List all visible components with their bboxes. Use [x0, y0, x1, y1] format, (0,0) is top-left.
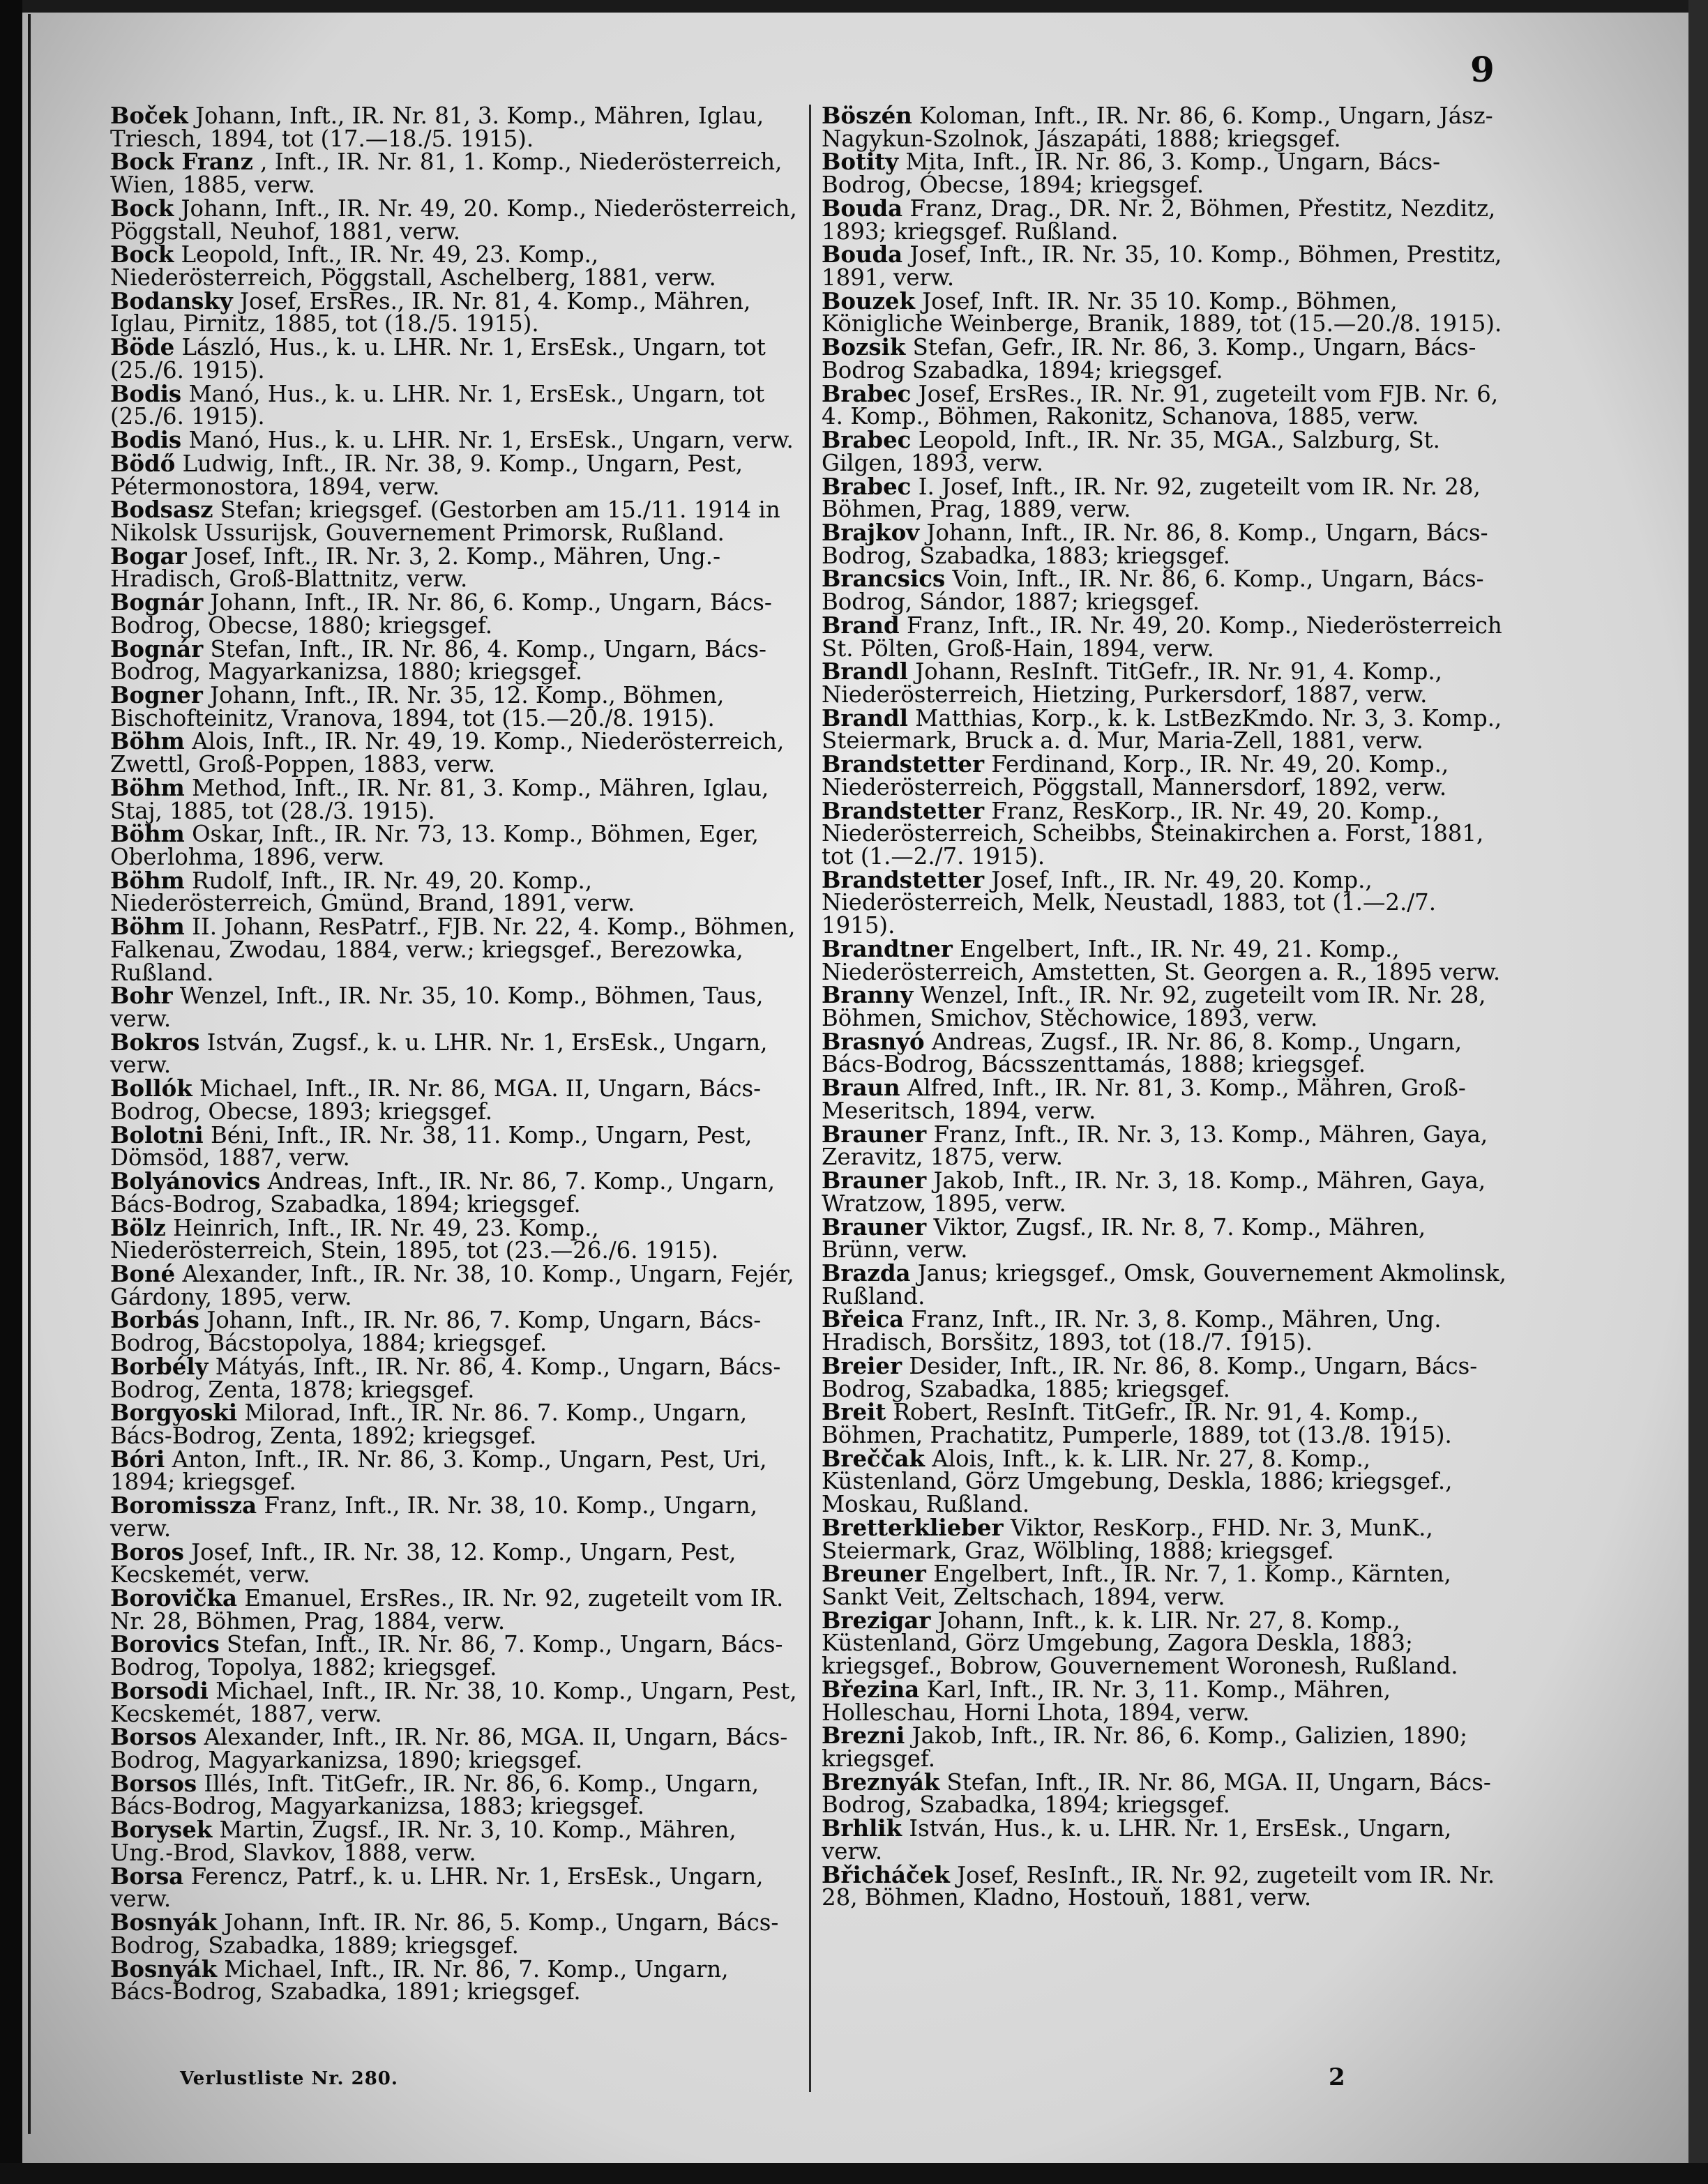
entry-surname: Boromissza [110, 1492, 257, 1519]
list-entry [822, 1169, 1509, 1215]
entry-surname: Borbély [110, 1353, 209, 1380]
page-number: 9 [1470, 49, 1495, 90]
list-entry [110, 105, 797, 150]
entry-surname: Brandstetter [822, 797, 985, 824]
entry-surname: Breččak [822, 1445, 925, 1472]
entry-surname: Brand [822, 612, 900, 639]
entry-surname: Brauner [822, 1167, 927, 1195]
entry-surname: Branny [822, 982, 914, 1009]
entry-details: Viktor, Zugsf., IR. Nr. 8, 7. Komp., Mähren, Brünn, verw. [822, 1213, 1426, 1264]
entry-details: Method, Inft., IR. Nr. 81, 3. Komp., Mähren, Iglau, Staj, 1885, tot (28./3. 1915). [110, 774, 769, 824]
entry-surname: Bock [110, 241, 174, 268]
list-entry [110, 545, 797, 591]
list-entry [822, 1401, 1509, 1446]
entry-surname: Brajkov [822, 519, 920, 546]
entry-surname: Brezigar [822, 1607, 931, 1634]
entry-details: Anton, Inft., IR. Nr. 86, 3. Komp., Ungarn, Pest, Uri, 1894; kriegsgef. [110, 1446, 767, 1496]
entry-surname: Brabec [822, 427, 912, 454]
list-entry [110, 1077, 797, 1123]
entry-surname: Bodansky [110, 287, 233, 314]
list-entry [822, 660, 1509, 706]
list-entry [110, 1448, 797, 1494]
list-entry [110, 823, 797, 868]
entry-details: Johann, Inft., IR. Nr. 86, 8. Komp., Ungarn, Bács-Bodrog, Szabadka, 1883; kriegsgef. [822, 519, 1488, 569]
left-column [110, 105, 797, 2004]
entry-details: Milorad, Inft., IR. Nr. 86. 7. Komp., Ungarn, Bács-Bodrog, Zenta, 1892; kriegsgef. [110, 1400, 748, 1449]
entry-surname: Bouzek [822, 287, 915, 314]
entry-surname: Bouda [822, 241, 903, 268]
entry-details: Johann, Inft., IR. Nr. 86, 6. Komp., Ungarn, Bács-Bodrog, Obecse, 1880; kriegsgef. [110, 589, 772, 639]
column-divider [809, 105, 811, 2092]
entry-surname: Borsa [110, 1863, 184, 1890]
list-entry [822, 1817, 1509, 1863]
entry-surname: Borgyoski [110, 1400, 238, 1427]
entry-details: Josef, Inft., IR. Nr. 49, 20. Komp., Niederösterreich, Melk, Neustadl, 1883, tot (1.—2./7. 1915). [822, 866, 1437, 939]
entry-details: Leopold, Inft., IR. Nr. 35, MGA., Salzburg, St. Gilgen, 1893, verw. [822, 427, 1440, 476]
entry-surname: Brhlik [822, 1815, 902, 1842]
list-entry [822, 519, 1509, 569]
entry-surname: Bodis [110, 380, 182, 407]
entry-details: Josef, Inft. IR. Nr. 35 10. Komp., Böhmen, Königliche Weinberge, Branik, 1889, tot (15.—20./8. 1915). [822, 287, 1502, 338]
list-entry [110, 1353, 797, 1403]
entry-surname: Borovička [110, 1585, 237, 1612]
entry-details: Mátyás, Inft., IR. Nr. 86, 4. Komp., Ungarn, Bács-Bodrog, Zenta, 1878; kriegsgef. [110, 1353, 781, 1403]
list-entry [822, 1028, 1509, 1078]
entry-details: Franz, Inft., IR. Nr. 38, 10. Komp., Ungarn, verw. [110, 1492, 757, 1542]
entry-details: Jakob, Inft., IR. Nr. 86, 6. Komp., Galizien, 1890; kriegsgef. [822, 1722, 1468, 1773]
entry-details: Manó, Hus., k. u. LHR. Nr. 1, ErsEsk., Ungarn, tot (25./6. 1915). [110, 380, 765, 430]
entry-details: Franz, Inft., IR. Nr. 49, 20. Komp., Niederösterreich St. Pölten, Groß-Hain, 1894, verw. [822, 612, 1502, 662]
scan-border-top [0, 0, 1708, 13]
entry-details: Jakob, Inft., IR. Nr. 3, 18. Komp., Mähren, Gaya, Wratzow, 1895, verw. [822, 1167, 1486, 1217]
scan-border-left [0, 0, 22, 2184]
scan-border-right [1688, 0, 1708, 2184]
entry-details: Josef, Inft., IR. Nr. 38, 12. Komp., Ungarn, Pest, Kecskemét, verw. [110, 1538, 736, 1588]
entry-surname: Březina [822, 1676, 920, 1703]
list-entry [110, 1724, 797, 1774]
entry-details: Béni, Inft., IR. Nr. 38, 11. Komp., Ungarn, Pest, Dömsöd, 1887, verw. [110, 1121, 753, 1171]
list-entry [110, 1865, 797, 1911]
entry-details: Koloman, Inft., IR. Nr. 86, 6. Komp., Ungarn, Jász-Nagykun-Szolnok, Jászapáti, 1888; kriegsgef. [822, 103, 1493, 152]
list-entry [110, 1677, 797, 1727]
list-entry [110, 728, 797, 778]
entry-details: Ferdinand, Korp., IR. Nr. 49, 20. Komp., Niederösterreich, Pöggstall, Mannersdorf, 1892, verw. [822, 751, 1449, 801]
list-entry [110, 1260, 797, 1310]
list-entry [110, 1402, 797, 1447]
entry-details: Michael, Inft., IR. Nr. 86, 7. Komp., Ungarn, Bács-Bodrog, Szabadka, 1891; kriegsgef. [110, 1955, 729, 2005]
entry-details: István, Hus., k. u. LHR. Nr. 1, ErsEsk., Ungarn, verw. [822, 1815, 1452, 1865]
entry-surname: Bognár [110, 589, 204, 616]
list-entry [110, 1031, 797, 1077]
entry-details: Wenzel, Inft., IR. Nr. 92, zugeteilt vom IR. Nr. 28, Böhmen, Smichov, Stěchowice, 1893, verw. [822, 982, 1486, 1032]
list-entry [822, 704, 1509, 754]
list-entry [110, 429, 797, 452]
entry-surname: Böhm [110, 913, 185, 941]
entry-surname: Bohr [110, 983, 173, 1010]
entry-details: Matthias, Korp., k. k. LstBezKmdo. Nr. 3, 3. Komp., Steiermark, Bruck a. d. Mur, Maria-Zell, 1881, verw. [822, 704, 1502, 754]
entry-surname: Böde [110, 334, 175, 361]
entry-details: Andreas, Zugsf., IR. Nr. 86, 8. Komp., Ungarn, Bács-Bodrog, Bácsszenttamás, 1888; kriegsgef. [822, 1028, 1463, 1078]
entry-surname: Brabec [822, 380, 912, 407]
list-entry [822, 1213, 1509, 1264]
entry-details: László, Hus., k. u. LHR. Nr. 1, ErsEsk., Ungarn, tot (25./6. 1915). [110, 334, 766, 384]
page-edge-rule [28, 14, 31, 2134]
entry-details: Johann, Inft., IR. Nr. 35, 12. Komp., Böhmen, Bischofteinitz, Vranova, 1894, tot (15.—20./8. 1915). [110, 681, 725, 731]
entry-details: Alois, Inft., k. k. LIR. Nr. 27, 8. Komp., Küstenland, Görz Umgebung, Deskla, 1886; kriegsgef., Moskau, Rußland. [822, 1445, 1453, 1518]
list-entry [822, 287, 1509, 338]
entry-surname: Breit [822, 1399, 886, 1426]
list-entry [110, 983, 797, 1033]
entry-details: Alois, Inft., IR. Nr. 49, 19. Komp., Niederösterreich, Zwettl, Groß-Poppen, 1883, verw. [110, 728, 785, 778]
list-entry [822, 1123, 1509, 1169]
entry-surname: Boček [110, 103, 188, 129]
entry-surname: Brazda [822, 1259, 911, 1287]
entry-details: Josef, Inft., IR. Nr. 35, 10. Komp., Böhmen, Prestitz, 1891, verw. [822, 241, 1502, 291]
list-entry [822, 334, 1509, 384]
entry-surname: Bolotni [110, 1121, 204, 1148]
list-entry [110, 1955, 797, 2005]
entry-surname: Bolyánovics [110, 1168, 261, 1195]
list-entry [822, 105, 1509, 150]
entry-surname: Bouda [822, 195, 903, 222]
list-entry [110, 1585, 797, 1635]
list-entry [110, 1538, 797, 1588]
list-entry [822, 1259, 1509, 1310]
entry-details: Leopold, Inft., IR. Nr. 49, 23. Komp., Niederösterreich, Pöggstall, Aschelberg, 1881, verw. [110, 241, 716, 291]
list-entry [110, 774, 797, 824]
entry-surname: Brauner [822, 1213, 927, 1241]
entry-surname: Brasnyó [822, 1028, 925, 1055]
list-entry [110, 1631, 797, 1681]
entry-details: Franz, Inft., IR. Nr. 3, 8. Komp., Mähren, Ung. Hradisch, Borsšitz, 1893, tot (18./7. 1915). [822, 1306, 1442, 1356]
entry-details: Alfred, Inft., IR. Nr. 81, 3. Komp., Mähren, Groß-Meseritsch, 1894, verw. [822, 1075, 1466, 1124]
list-entry [822, 473, 1509, 523]
entry-details: , Inft., IR. Nr. 81, 1. Komp., Niederösterreich, Wien, 1885, verw. [110, 149, 783, 199]
list-entry [822, 1352, 1509, 1402]
list-entry [110, 496, 797, 546]
entry-surname: Bokros [110, 1029, 200, 1056]
list-entry [822, 866, 1509, 939]
list-entry [110, 450, 797, 500]
entry-details: Johann, Inft., k. k. LIR. Nr. 27, 8. Komp., Küstenland, Görz Umgebung, Zagora Deskla, 1883; kriegsgef., Bobrow, Gouvernement Woronesh, Rußland. [822, 1607, 1458, 1680]
entry-details: Michael, Inft., IR. Nr. 86, MGA. II, Ungarn, Bács-Bodrog, Obecse, 1893; kriegsgef. [110, 1075, 762, 1125]
list-entry [110, 1214, 797, 1264]
list-entry [822, 1445, 1509, 1518]
entry-details: Rudolf, Inft., IR. Nr. 49, 20. Komp., Niederösterreich, Gmünd, Brand, 1891, verw. [110, 867, 635, 917]
entry-details: Johann, Inft. IR. Nr. 86, 5. Komp., Ungarn, Bács-Bodrog, Szabadka, 1889; kriegsgef. [110, 1909, 779, 1959]
entry-surname: Bosnyák [110, 1909, 218, 1936]
entry-surname: Böhm [110, 867, 185, 894]
entry-surname: Boné [110, 1260, 176, 1287]
entry-details: Ferencz, Patrf., k. u. LHR. Nr. 1, ErsEsk., Ungarn, verw. [110, 1863, 764, 1913]
entry-details: Franz, Inft., IR. Nr. 3, 13. Komp., Mähren, Gaya, Zeravitz, 1875, verw. [822, 1121, 1488, 1171]
entry-details: Illés, Inft. TitGefr., IR. Nr. 86, 6. Komp., Ungarn, Bács-Bodrog, Magyarkanizsa, 1883; kriegsgef. [110, 1770, 759, 1820]
entry-surname: Bock Franz [110, 149, 253, 176]
entry-details: Michael, Inft., IR. Nr. 38, 10. Komp., Ungarn, Pest, Kecskemét, 1887, verw. [110, 1677, 797, 1727]
list-entry [110, 591, 797, 637]
entry-details: Karl, Inft., IR. Nr. 3, 11. Komp., Mähren, Holleschau, Horni Lhota, 1894, verw. [822, 1676, 1391, 1726]
entry-details: Manó, Hus., k. u. LHR. Nr. 1, ErsEsk., Ungarn, verw. [188, 427, 794, 454]
entry-surname: Brabec [822, 473, 912, 500]
entry-surname: Brandtner [822, 935, 953, 962]
entry-surname: Böszén [822, 103, 912, 129]
entry-details: Ludwig, Inft., IR. Nr. 38, 9. Komp., Ungarn, Pest, Pétermonostora, 1894, verw. [110, 450, 743, 500]
list-entry [110, 197, 797, 243]
entry-details: Martin, Zugsf., IR. Nr. 3, 10. Komp., Mähren, Ung.-Brod, Slavkov, 1888, verw. [110, 1817, 736, 1866]
entry-details: Wenzel, Inft., IR. Nr. 35, 10. Komp., Böhmen, Taus, verw. [110, 983, 764, 1033]
footer-issue-label: Verlustliste Nr. 280. [180, 2068, 398, 2089]
list-entry [110, 1168, 797, 1218]
entry-surname: Brandl [822, 658, 908, 685]
entry-details: Josef, ResInft., IR. Nr. 92, zugeteilt vom IR. Nr. 28, Böhmen, Kladno, Hostouň, 1881, verw. [822, 1861, 1495, 1911]
list-entry [110, 635, 797, 685]
entry-surname: Borysek [110, 1817, 213, 1844]
entry-surname: Bock [110, 195, 174, 222]
list-entry [822, 751, 1509, 801]
list-entry [822, 1563, 1509, 1608]
list-entry [822, 1514, 1509, 1564]
list-entry [110, 287, 797, 338]
entry-details: Janus; kriegsgef., Omsk, Gouvernement Akmolinsk, Rußland. [822, 1259, 1506, 1310]
entry-details: Stefan, Inft., IR. Nr. 86, 7. Komp., Ungarn, Bács-Bodrog, Topolya, 1882; kriegsgef. [110, 1631, 783, 1681]
list-entry [822, 1722, 1509, 1773]
list-entry [822, 614, 1509, 660]
entry-details: Alexander, Inft., IR. Nr. 86, MGA. II, Ungarn, Bács-Bodrog, Magyarkanizsa, 1890; kriegsgef. [110, 1724, 788, 1774]
entry-details: Josef, ErsRes., IR. Nr. 81, 4. Komp., Mähren, Iglau, Pirnitz, 1885, tot (18./5. 1915). [110, 287, 751, 338]
list-entry [822, 1678, 1509, 1724]
list-entry [110, 913, 797, 986]
list-entry [822, 149, 1509, 199]
entry-surname: Bognár [110, 635, 204, 662]
entry-surname: Bogner [110, 681, 203, 708]
footer-signature-mark: 2 [1329, 2063, 1345, 2091]
entry-surname: Borsos [110, 1770, 197, 1797]
entry-surname: Bodsasz [110, 496, 213, 524]
entry-details: Engelbert, Inft., IR. Nr. 49, 21. Komp., Niederösterreich, Amstetten, St. Georgen a. R., 1895 verw. [822, 935, 1501, 985]
entry-details: Franz, ResKorp., IR. Nr. 49, 20. Komp., Niederösterreich, Scheibbs, Steinakirchen a. Forst, 1881, tot (1.—2./7. 1915). [822, 797, 1484, 870]
entry-surname: Brauner [822, 1121, 927, 1148]
list-entry [822, 1077, 1509, 1122]
entry-surname: Braun [822, 1075, 900, 1102]
list-entry [110, 1307, 797, 1357]
entry-details: Josef, Inft., IR. Nr. 3, 2. Komp., Mähren, Ung.-Hradisch, Groß-Blattnitz, verw. [110, 543, 721, 593]
entry-surname: Breznyák [822, 1768, 940, 1796]
list-entry [110, 867, 797, 917]
entry-details: Emanuel, ErsRes., IR. Nr. 92, zugeteilt vom IR. Nr. 28, Böhmen, Prag, 1884, verw. [110, 1585, 784, 1635]
entry-details: Stefan, Inft., IR. Nr. 86, MGA. II, Ungarn, Bács-Bodrog, Szabadka, 1894; kriegsgef. [822, 1768, 1491, 1819]
entry-details: Stefan, Inft., IR. Nr. 86, 4. Komp., Ungarn, Bács-Bodrog, Magyarkanizsa, 1880; kriegsgef. [110, 635, 766, 685]
entry-details: Engelbert, Inft., IR. Nr. 7, 1. Komp., Kärnten, Sankt Veit, Zeltschach, 1894, verw. [822, 1561, 1451, 1610]
list-entry [822, 982, 1509, 1032]
entry-surname: Bretterklieber [822, 1514, 1004, 1541]
list-entry [110, 1819, 797, 1864]
entry-details: Robert, ResInft. TitGefr., IR. Nr. 91, 4. Komp., Böhmen, Prachatitz, Pumperle, 1889, tot (13./8. 1915). [822, 1399, 1452, 1448]
list-entry [822, 243, 1509, 289]
list-entry [822, 380, 1509, 430]
list-entry [110, 681, 797, 731]
entry-surname: Břeica [822, 1306, 905, 1333]
entry-details: Johann, ResInft. TitGefr., IR. Nr. 91, 4. Komp., Niederösterreich, Hietzing, Purkersdorf, 1887, verw. [822, 658, 1442, 708]
list-entry [822, 1861, 1509, 1911]
entry-details: Stefan, Gefr., IR. Nr. 86, 3. Komp., Ungarn, Bács-Bodrog Szabadka, 1894; kriegsgef. [822, 334, 1476, 384]
entry-surname: Borovics [110, 1631, 220, 1658]
entry-surname: Brandstetter [822, 751, 985, 778]
list-entry [110, 149, 797, 199]
entry-surname: Brancsics [822, 566, 946, 593]
list-entry [822, 197, 1509, 243]
entry-details: Franz, Drag., DR. Nr. 2, Böhmen, Přestitz, Nezditz, 1893; kriegsgef. Rußland. [822, 195, 1496, 245]
entry-surname: Bölz [110, 1214, 166, 1241]
entry-surname: Bödő [110, 450, 176, 477]
entry-details: Stefan; kriegsgef. (Gestorben am 15./11. 1914 in Nikolsk Ussurijsk, Gouvernement Primorsk, Rußland. [110, 496, 780, 546]
list-entry [822, 1768, 1509, 1819]
entry-details: Heinrich, Inft., IR. Nr. 49, 23. Komp., Niederösterreich, Stein, 1895, tot (23.—26./6. 1915). [110, 1214, 719, 1264]
right-column [822, 105, 1509, 1910]
entry-surname: Bogar [110, 543, 187, 570]
list-entry [822, 429, 1509, 474]
entry-details: Johann, Inft., IR. Nr. 81, 3. Komp., Mähren, Iglau, Triesch, 1894, tot (17.—18./5. 1915). [110, 103, 764, 152]
list-entry [822, 1609, 1509, 1678]
entry-details: Viktor, ResKorp., FHD. Nr. 3, MunK., Steiermark, Graz, Wölbling, 1888; kriegsgef. [822, 1514, 1433, 1564]
entry-surname: Borsos [110, 1724, 197, 1751]
entry-surname: Bodis [110, 427, 182, 454]
list-entry [110, 334, 797, 384]
list-entry [110, 1494, 797, 1540]
entry-surname: Botity [822, 149, 899, 176]
entry-details: Johann, Inft., IR. Nr. 49, 20. Komp., Niederösterreich, Pöggstall, Neuhof, 1881, verw. [110, 195, 797, 245]
entry-surname: Böhm [110, 728, 185, 755]
entry-details: Oskar, Inft., IR. Nr. 73, 13. Komp., Böhmen, Eger, Oberlohma, 1896, verw. [110, 821, 759, 870]
list-entry [110, 243, 797, 289]
scan-border-bottom [0, 2163, 1708, 2184]
list-entry [822, 935, 1509, 985]
entry-details: István, Zugsf., k. u. LHR. Nr. 1, ErsEsk., Ungarn, verw. [110, 1029, 768, 1079]
list-entry [822, 797, 1509, 870]
entry-surname: Borbás [110, 1307, 199, 1334]
list-entry [110, 380, 797, 430]
entry-details: Andreas, Inft., IR. Nr. 86, 7. Komp., Ungarn, Bács-Bodrog, Szabadka, 1894; kriegsgef. [110, 1168, 776, 1218]
entry-details: Desider, Inft., IR. Nr. 86, 8. Komp., Ungarn, Bács-Bodrog, Szabadka, 1885; kriegsgef. [822, 1352, 1478, 1402]
entry-details: Alexander, Inft., IR. Nr. 38, 10. Komp., Ungarn, Fejér, Gárdony, 1895, verw. [110, 1260, 794, 1310]
entry-surname: Boros [110, 1538, 184, 1565]
entry-surname: Brezni [822, 1722, 905, 1750]
entry-surname: Bozsik [822, 334, 906, 361]
entry-details: Mita, Inft., IR. Nr. 86, 3. Komp., Ungarn, Bács-Bodrog, Óbecse, 1894; kriegsgef. [822, 149, 1441, 199]
list-entry [822, 1306, 1509, 1356]
list-entry [110, 1770, 797, 1820]
entry-details: Josef, ErsRes., IR. Nr. 91, zugeteilt vom FJB. Nr. 6, 4. Komp., Böhmen, Rakonitz, Schanova, 1885, verw. [822, 380, 1499, 430]
list-entry [822, 566, 1509, 616]
entry-surname: Bosnyák [110, 1955, 218, 1982]
entry-surname: Breier [822, 1352, 902, 1379]
entry-surname: Böhm [110, 821, 185, 848]
entry-surname: Brandstetter [822, 866, 985, 893]
list-entry [110, 1121, 797, 1171]
entry-surname: Borsodi [110, 1677, 209, 1704]
entry-details: I. Josef, Inft., IR. Nr. 92, zugeteilt vom IR. Nr. 28, Böhmen, Prag, 1889, verw. [822, 473, 1481, 523]
entry-surname: Böhm [110, 774, 185, 801]
entry-details: II. Johann, ResPatrf., FJB. Nr. 22, 4. Komp., Böhmen, Falkenau, Zwodau, 1884, verw.; kriegsgef., Berezowka, Rußland. [110, 913, 796, 986]
entry-surname: Breuner [822, 1561, 926, 1588]
entry-surname: Bollók [110, 1075, 192, 1102]
entry-surname: Brandl [822, 704, 908, 731]
entry-surname: Bóri [110, 1446, 165, 1473]
entry-surname: Břicháček [822, 1861, 950, 1888]
entry-details: Johann, Inft., IR. Nr. 86, 7. Komp, Ungarn, Bács-Bodrog, Bácstopolya, 1884; kriegsgef. [110, 1307, 762, 1357]
entry-details: Voin, Inft., IR. Nr. 86, 6. Komp., Ungarn, Bács-Bodrog, Sándor, 1887; kriegsgef. [822, 566, 1484, 616]
list-entry [110, 1911, 797, 1957]
